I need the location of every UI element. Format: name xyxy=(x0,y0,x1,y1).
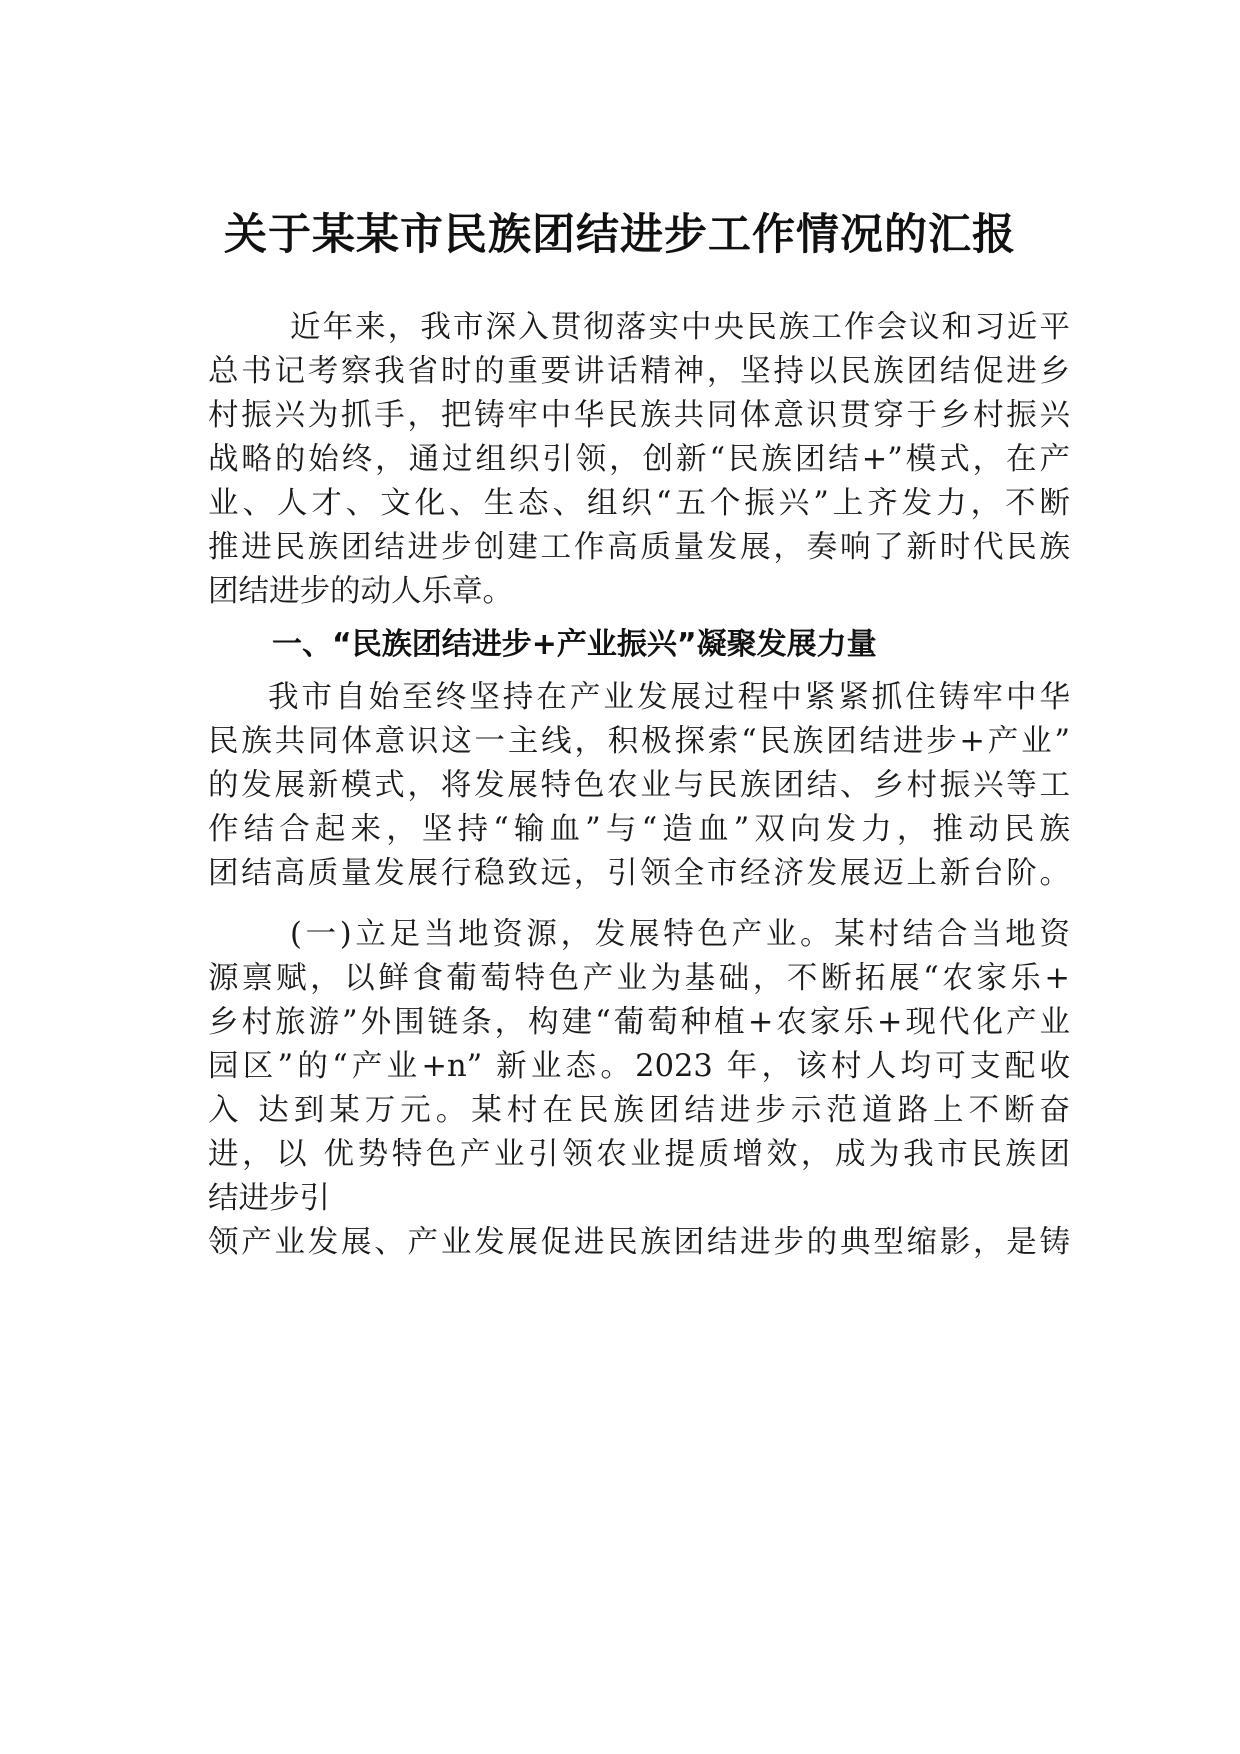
intro-line: 业、人才、文化、生态、组织“五个振兴”上齐发力，不断 xyxy=(208,486,1070,521)
intro-line: 推进民族团结进步创建工作高质量发展，奏响了新时代民族 xyxy=(208,530,1070,565)
subsection1-line: 领产业发展、产业发展促进民族团结进步的典型缩影，是铸 xyxy=(208,1225,1070,1260)
document-title: 关于某某市民族团结进步工作情况的汇报 xyxy=(224,210,1016,260)
section1-line: 的发展新模式，将发展特色农业与民族团结、乡村振兴等工 xyxy=(208,768,1070,803)
intro-line: 团结进步的动人乐章。 xyxy=(208,574,513,609)
intro-line: 总书记考察我省时的重要讲话精神，坚持以民族团结促进乡 xyxy=(208,354,1070,389)
intro-line: 近年来，我市深入贯彻落实中央民族工作会议和习近平 xyxy=(290,310,1070,345)
subsection1-line: 源禀赋，以鲜食葡萄特色产业为基础，不断拓展“农家乐+ xyxy=(208,961,1070,996)
subsection1-line: 园区”的“产业+n” 新业态。2023 年，该村人均可支配收 xyxy=(208,1049,1070,1084)
section-heading: 一、“民族团结进步+产业振兴”凝聚发展力量 xyxy=(272,627,877,662)
section1-line: 我市自始至终坚持在产业发展过程中紧紧抓住铸牢中华 xyxy=(268,680,1070,715)
section1-line: 民族共同体意识这一主线，积极探索“民族团结进步+产业” xyxy=(208,724,1070,759)
subsection1-line: 乡村旅游”外围链条，构建“葡萄种植+农家乐+现代化产业 xyxy=(208,1005,1070,1040)
subsection1-line: 结进步引 xyxy=(208,1181,330,1216)
section1-line: 团结高质量发展行稳致远，引领全市经济发展迈上新台阶。 xyxy=(208,856,1070,891)
subsection1-line: 进，以 优势特色产业引领农业提质增效，成为我市民族团 xyxy=(208,1137,1070,1172)
section1-line: 作结合起来，坚持“输血”与“造血”双向发力，推动民族 xyxy=(208,812,1070,847)
intro-line: 村振兴为抓手，把铸牢中华民族共同体意识贯穿于乡村振兴 xyxy=(208,398,1070,433)
subsection1-line: (一)立足当地资源，发展特色产业。某村结合当地资 xyxy=(290,917,1070,952)
intro-line: 战略的始终，通过组织引领，创新“民族团结+”模式，在产 xyxy=(208,442,1070,477)
subsection1-line: 入 达到某万元。某村在民族团结进步示范道路上不断奋 xyxy=(208,1093,1070,1128)
